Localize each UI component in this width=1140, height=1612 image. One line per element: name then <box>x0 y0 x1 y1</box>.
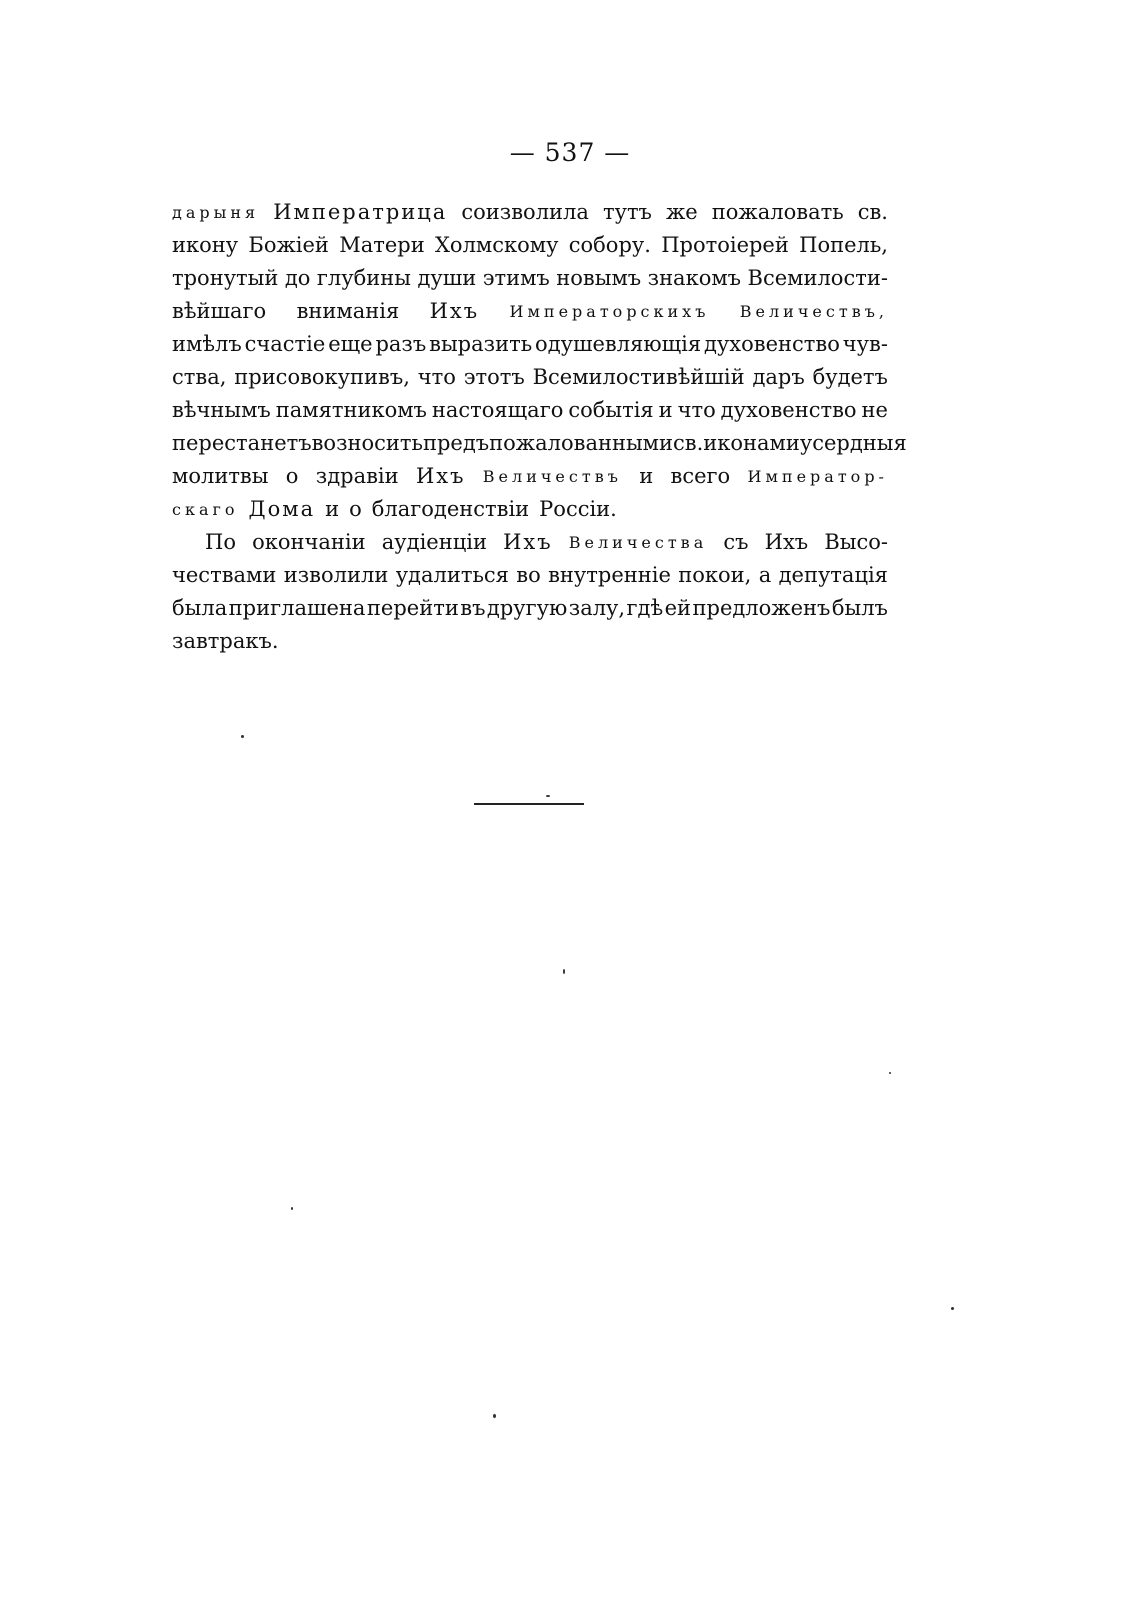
word: покои, <box>678 563 752 587</box>
text-line <box>172 493 888 526</box>
word: иконами <box>703 431 800 455</box>
text-line <box>172 592 888 625</box>
word: разъ <box>375 332 427 356</box>
scan-speck <box>241 735 244 738</box>
word: аудіенціи <box>381 530 487 554</box>
word: была <box>172 596 228 620</box>
word: Императрица <box>273 200 448 224</box>
word: перестанетъ <box>172 431 312 455</box>
word: былъ <box>831 596 888 620</box>
word: Величествъ <box>482 467 622 486</box>
word: дарыня <box>172 203 260 222</box>
word: Ихъ <box>764 530 809 554</box>
word: другую <box>486 596 568 620</box>
word: духовенство <box>720 398 857 422</box>
word: Ихъ <box>415 464 466 488</box>
word: предложенъ <box>692 596 831 620</box>
scan-speck <box>291 1207 293 1210</box>
word: памятникомъ <box>275 398 427 422</box>
text-line <box>172 361 888 394</box>
page-number: — 537 — <box>509 138 631 167</box>
text-line <box>172 262 888 295</box>
word: ей <box>664 596 692 620</box>
word: имѣлъ <box>172 332 242 356</box>
word: тутъ <box>602 200 652 224</box>
text-line <box>172 427 907 460</box>
word: тронутый <box>172 266 279 290</box>
text-line <box>172 295 888 328</box>
word: Император- <box>747 467 888 486</box>
word: внутренніе <box>548 563 671 587</box>
body-text <box>172 196 907 658</box>
scan-speck <box>563 969 565 974</box>
word: пожаловать <box>711 200 844 224</box>
word: всего <box>670 464 731 488</box>
word: усердныя <box>799 431 907 455</box>
scan-speck <box>493 1414 496 1418</box>
word: Всемилостивѣйшій <box>532 365 745 389</box>
word: залу, <box>568 596 626 620</box>
word: духовенство <box>704 332 840 356</box>
word: молитвы <box>172 464 269 488</box>
word: возносить <box>311 431 423 455</box>
word: св. <box>857 200 888 224</box>
word: Попель, <box>799 233 888 257</box>
word: что <box>677 398 716 422</box>
word: что <box>417 365 456 389</box>
word: одушевляющія <box>535 332 702 356</box>
word: Всемилости- <box>747 266 888 290</box>
word: здравіи <box>315 464 399 488</box>
text-line <box>172 328 888 361</box>
section-divider <box>474 803 584 805</box>
word: Матери <box>339 233 425 257</box>
word: выразить <box>429 332 533 356</box>
word: души <box>417 266 477 290</box>
word: до <box>284 266 311 290</box>
word: вѣйшаго <box>172 299 267 323</box>
word: съ <box>723 530 749 554</box>
word: этотъ <box>463 365 525 389</box>
word: знакомъ <box>647 266 742 290</box>
text-line <box>172 460 888 493</box>
text-line <box>172 229 888 262</box>
word: Величествъ, <box>739 302 888 321</box>
word: чествами <box>172 563 277 587</box>
word: вниманія <box>296 299 400 323</box>
word: пожалованными <box>489 431 673 455</box>
word: будетъ <box>812 365 888 389</box>
word: скаго <box>172 500 239 519</box>
text-line <box>172 394 888 427</box>
word: еще <box>328 332 373 356</box>
word: и <box>639 464 654 488</box>
scan-speck <box>951 1307 954 1310</box>
word: По <box>205 530 236 554</box>
word: благоденствіи <box>371 497 530 521</box>
word: изволили <box>283 563 389 587</box>
word: собору. <box>568 233 651 257</box>
word: чув- <box>842 332 888 356</box>
word: новымъ <box>556 266 642 290</box>
word: въ <box>460 596 486 620</box>
word: счастіе <box>244 332 326 356</box>
word: икону <box>172 233 239 257</box>
word: завтракъ. <box>172 629 279 653</box>
word: а <box>758 563 772 587</box>
word: Божіей <box>248 233 329 257</box>
scan-speck <box>546 795 550 797</box>
text-line <box>172 526 888 559</box>
word: ства, <box>172 365 227 389</box>
word: глубины <box>316 266 411 290</box>
word: событія <box>568 398 654 422</box>
word: удалиться <box>395 563 509 587</box>
word: о <box>349 497 362 521</box>
word: этимъ <box>482 266 550 290</box>
scan-speck <box>889 1072 891 1074</box>
word: окончаніи <box>252 530 366 554</box>
text-line <box>172 196 888 229</box>
word: присовокупивъ, <box>234 365 410 389</box>
word: Ихъ <box>503 530 553 554</box>
word: же <box>665 200 698 224</box>
word: св. <box>673 431 704 455</box>
text-line <box>172 559 888 592</box>
word: соизволила <box>461 200 589 224</box>
word: предъ <box>422 431 490 455</box>
word: вѣчнымъ <box>172 398 271 422</box>
word: гдѣ <box>626 596 664 620</box>
word: во <box>516 563 541 587</box>
word: депутація <box>778 563 888 587</box>
word: не <box>861 398 888 422</box>
word: перейти <box>366 596 459 620</box>
word: Ихъ <box>429 299 480 323</box>
word: Высо- <box>824 530 888 554</box>
word: Дома <box>248 497 316 521</box>
word: приглашена <box>228 596 366 620</box>
text-line <box>172 625 888 658</box>
word: Императорскихъ <box>509 302 710 321</box>
word: и <box>658 398 673 422</box>
word: о <box>285 464 299 488</box>
word: Величества <box>568 533 708 552</box>
word: Протоіерей <box>661 233 789 257</box>
word: Россіи. <box>539 497 617 521</box>
word: настоящаго <box>431 398 564 422</box>
word: Холмскому <box>434 233 559 257</box>
word: и <box>325 497 340 521</box>
word: даръ <box>752 365 805 389</box>
